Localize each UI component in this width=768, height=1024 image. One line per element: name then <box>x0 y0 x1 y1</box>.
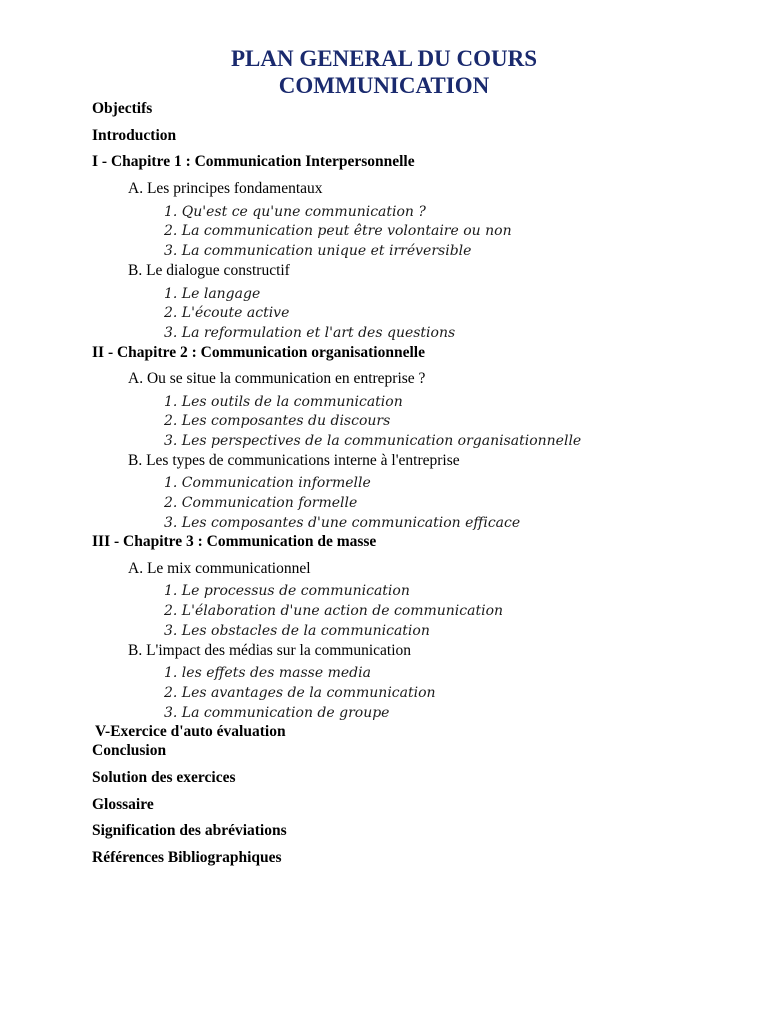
heading-objectifs: Objectifs <box>92 100 153 117</box>
chapter-1-section-a: A. Les principes fondamentaux <box>128 180 323 197</box>
heading-solution: Solution des exercices <box>92 769 236 786</box>
heading-exercice: V-Exercice d'auto évaluation <box>95 723 286 740</box>
chapter-1-heading: I - Chapitre 1 : Communication Interpersonnelle <box>92 153 415 170</box>
chapter-3-b-item-2: 2. Les avantages de la communication <box>164 685 436 701</box>
title-line-1: PLAN GENERAL DU COURS <box>230 46 538 71</box>
chapter-3-a-item-1: 1. Le processus de communication <box>164 583 410 599</box>
chapter-2-b-item-3: 3. Les composantes d'une communication efficace <box>164 515 521 531</box>
chapter-1-a-item-1: 1. Qu'est ce qu'une communication ? <box>164 204 426 220</box>
chapter-3-section-b: B. L'impact des médias sur la communication <box>128 642 412 659</box>
chapter-2-heading: II - Chapitre 2 : Communication organisationnelle <box>92 344 425 361</box>
chapter-2-a-item-2: 2. Les composantes du discours <box>164 413 391 429</box>
title-line-2: COMMUNICATION <box>278 73 490 98</box>
chapter-2-b-item-1: 1. Communication informelle <box>164 475 371 491</box>
heading-abreviations: Signification des abréviations <box>92 822 287 839</box>
chapter-3-a-item-3: 3. Les obstacles de la communication <box>164 623 430 639</box>
chapter-2-section-a: A. Ou se situe la communication en entreprise ? <box>128 370 426 387</box>
chapter-3-b-item-1: 1. les effets des masse media <box>164 665 371 681</box>
chapter-3-section-a: A. Le mix communicationnel <box>128 560 311 577</box>
chapter-1-a-item-3: 3. La communication unique et irréversible <box>164 243 472 259</box>
chapter-1-b-item-3: 3. La reformulation et l'art des questions <box>164 325 456 341</box>
chapter-3-heading: III - Chapitre 3 : Communication de masse <box>92 533 377 550</box>
chapter-1-b-item-1: 1. Le langage <box>164 286 261 302</box>
chapter-2-section-b: B. Les types de communications interne à l'entreprise <box>128 452 460 469</box>
chapter-3-a-item-2: 2. L'élaboration d'une action de communication <box>164 603 504 619</box>
heading-introduction: Introduction <box>92 127 177 144</box>
chapter-3-b-item-3: 3. La communication de groupe <box>164 705 390 721</box>
heading-conclusion: Conclusion <box>92 742 167 759</box>
chapter-2-a-item-1: 1. Les outils de la communication <box>164 394 403 410</box>
chapter-1-a-item-2: 2. La communication peut être volontaire ou non <box>164 223 512 239</box>
chapter-2-b-item-2: 2. Communication formelle <box>164 495 358 511</box>
chapter-1-section-b: B. Le dialogue constructif <box>128 262 290 279</box>
heading-glossaire: Glossaire <box>92 796 154 813</box>
chapter-1-b-item-2: 2. L'écoute active <box>164 305 290 321</box>
chapter-2-a-item-3: 3. Les perspectives de la communication organisationnelle <box>164 433 582 449</box>
heading-references: Références Bibliographiques <box>92 849 282 866</box>
